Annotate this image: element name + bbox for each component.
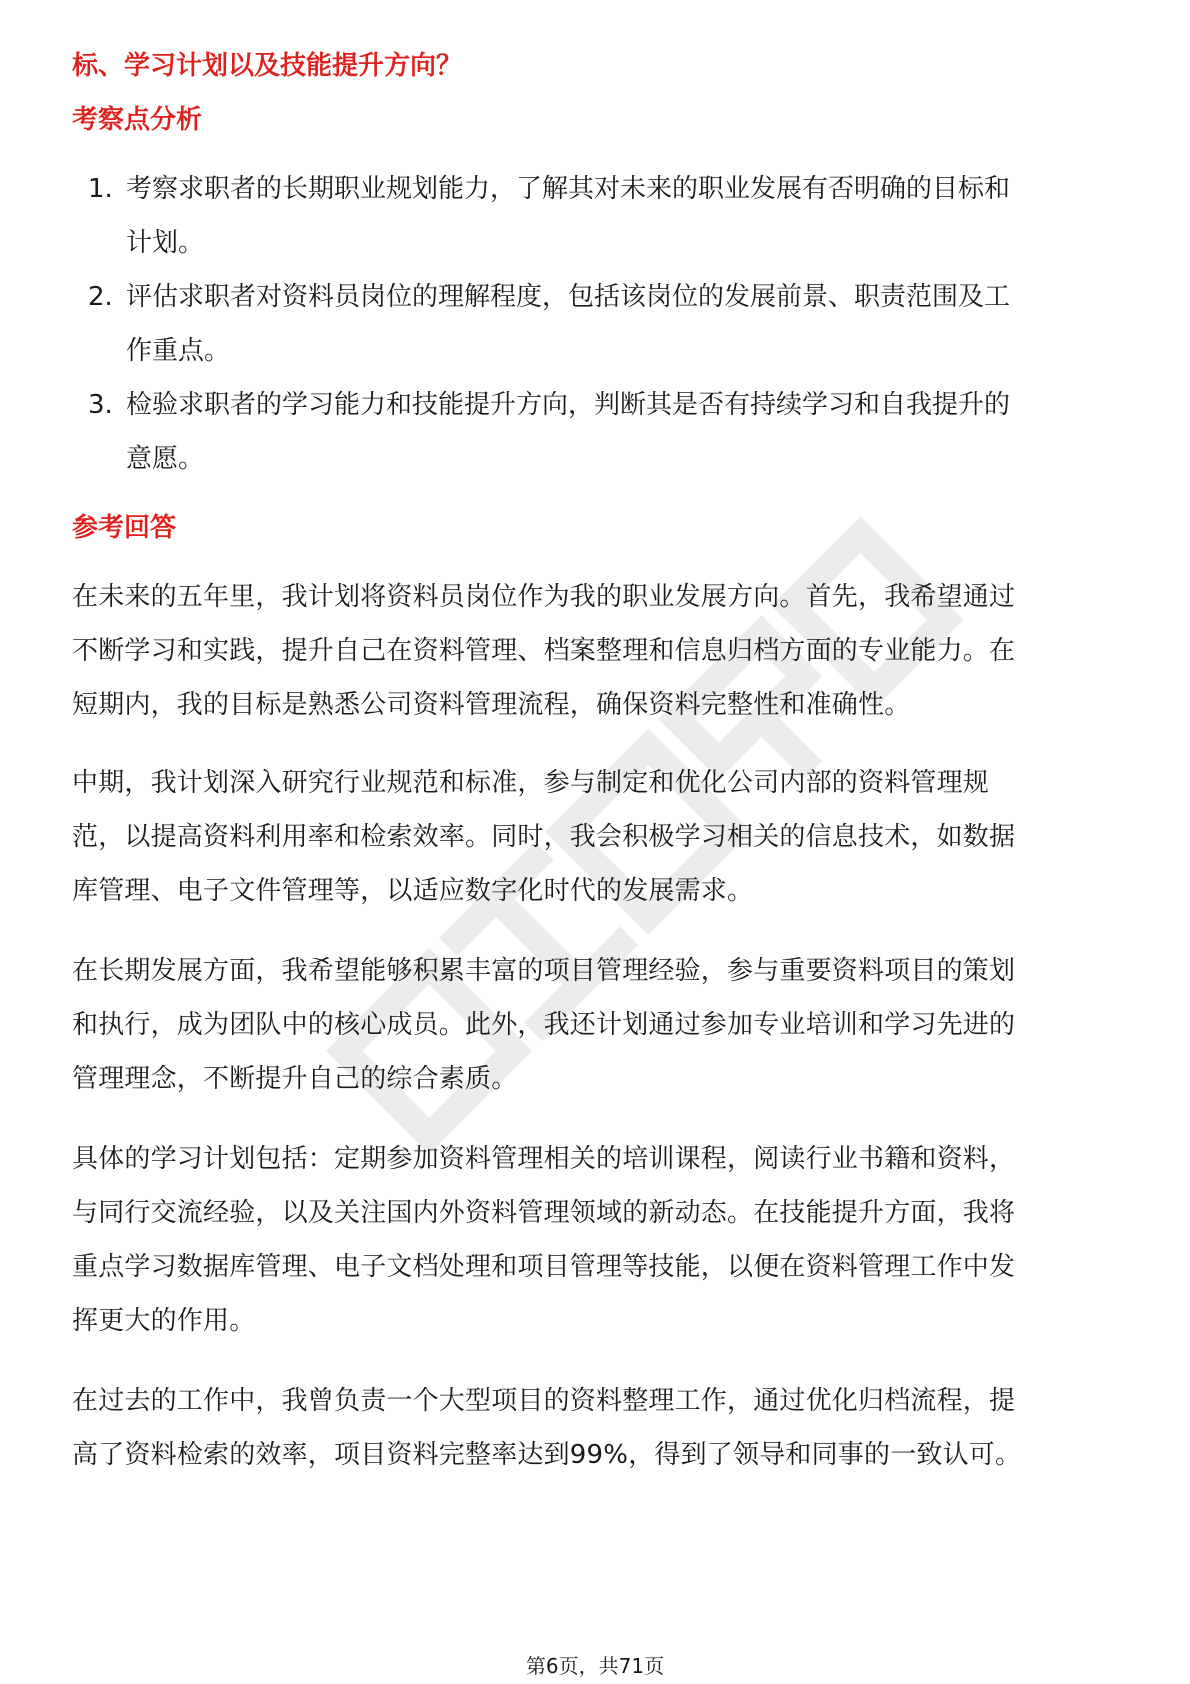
paragraph-line: 在未来的五年里，我计划将资料员岗位作为我的职业发展方向。首先，我希望通过 <box>72 582 1016 612</box>
paragraph-line: 管理理念，不断提升自己的综合素质。 <box>72 1064 518 1094</box>
paragraph-line: 高了资料检索的效率，项目资料完整率达到99%，得到了领导和同事的一致认可。 <box>72 1440 1022 1470</box>
paragraph-line: 在长期发展方面，我希望能够积累丰富的项目管理经验，参与重要资料项目的策划 <box>72 956 1016 986</box>
list-item-text: 考察求职者的长期职业规划能力，了解其对未来的职业发展有否明确的目标和 <box>126 174 1011 204</box>
paragraph-line: 短期内，我的目标是熟悉公司资料管理流程，确保资料完整性和准确性。 <box>72 690 911 720</box>
list-item-text: 评估求职者对资料员岗位的理解程度，包括该岗位的发展前景、职责范围及工 <box>126 282 1011 312</box>
analysis-section-title: 考察点分析 <box>72 105 203 135</box>
paragraph-line: 库管理、电子文件管理等，以适应数字化时代的发展需求。 <box>72 876 754 906</box>
paragraph-line: 中期，我计划深入研究行业规范和标准，参与制定和优化公司内部的资料管理规 <box>72 768 990 798</box>
page-number-footer: 第6页，共71页 <box>525 1654 665 1678</box>
paragraph-line: 和执行，成为团队中的核心成员。此外，我还计划通过参加专业培训和学习先进的 <box>72 1010 1016 1040</box>
paragraph-line: 在过去的工作中，我曾负责一个大型项目的资料整理工作，通过优化归档流程，提 <box>72 1386 1016 1416</box>
list-item-text: 作重点。 <box>126 336 231 366</box>
list-item-text: 检验求职者的学习能力和技能提升方向，判断其是否有持续学习和自我提升的 <box>126 390 1011 420</box>
paragraph-line: 范，以提高资料利用率和检索效率。同时，我会积极学习相关的信息技术，如数据 <box>72 822 1016 852</box>
list-item-number: 3. <box>88 390 113 420</box>
list-item-text: 计划。 <box>126 228 205 258</box>
answer-section-title: 参考回答 <box>72 513 177 543</box>
list-item-number: 1. <box>88 174 113 204</box>
heading-continuation: 标、学习计划以及技能提升方向？ <box>72 51 463 81</box>
paragraph-line: 不断学习和实践，提升自己在资料管理、档案整理和信息归档方面的专业能力。在 <box>72 636 1016 666</box>
paragraph-line: 具体的学习计划包括：定期参加资料管理相关的培训课程，阅读行业书籍和资料， <box>72 1144 1016 1174</box>
list-item-number: 2. <box>88 282 113 312</box>
list-item-text: 意愿。 <box>126 444 205 474</box>
paragraph-line: 重点学习数据库管理、电子文档处理和项目管理等技能，以便在资料管理工作中发 <box>72 1252 1016 1282</box>
paragraph-line: 挥更大的作用。 <box>72 1306 256 1336</box>
paragraph-line: 与同行交流经验，以及关注国内外资料管理领域的新动态。在技能提升方面，我将 <box>72 1198 1016 1228</box>
